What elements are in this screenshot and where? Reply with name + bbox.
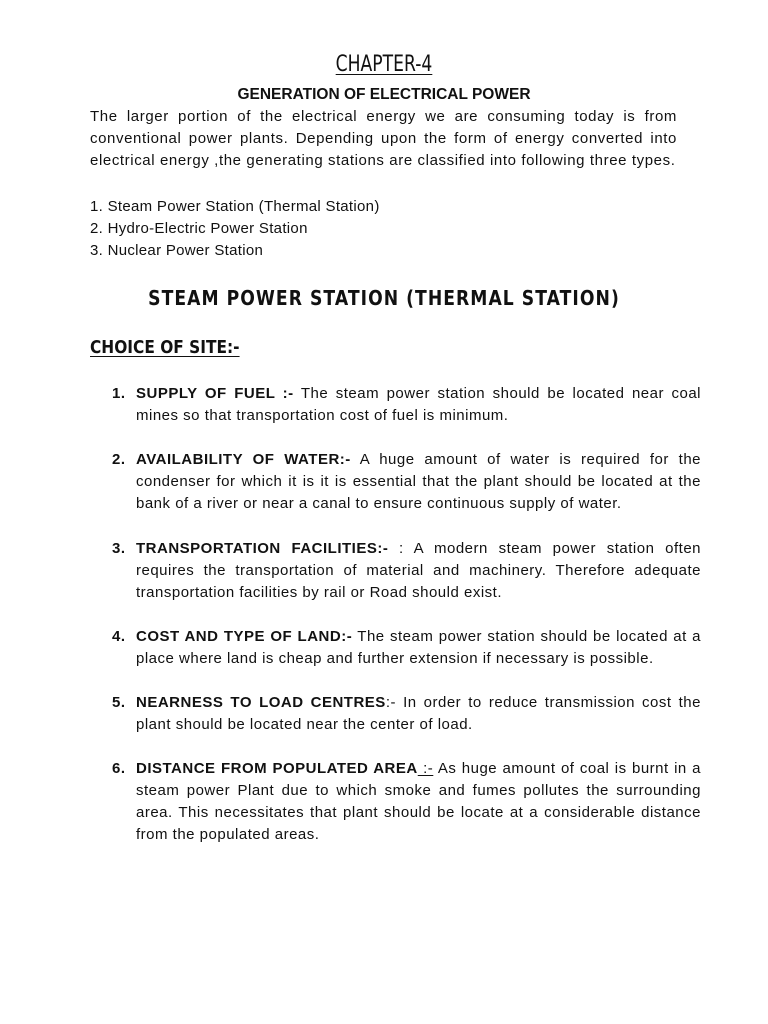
factor-number: 4. xyxy=(112,628,126,645)
intro-paragraph: The larger portion of the electrical energy we are consuming today is from conventional power plants. Depending upon the form of energy converted into electrical energy ,the generating stations are classified into following three types. xyxy=(90,108,677,169)
factor-term: TRANSPORTATION FACILITIES:- xyxy=(136,540,389,557)
chapter-title-text: CHAPTER-4 xyxy=(335,52,433,77)
factor-term: NEARNESS TO LOAD CENTRES xyxy=(136,694,386,711)
factor-availability-of-water xyxy=(112,449,701,515)
factor-text: : A modern steam power station often requires the transportation of material and machinery. Therefore adequate transportation facilities by rail or Road should exist. xyxy=(136,540,702,601)
factor-number: 6. xyxy=(112,760,126,777)
factor-nearness-to-load-centres xyxy=(112,692,701,736)
chapter-title xyxy=(84,52,683,77)
factor-number: 1. xyxy=(112,385,126,402)
factor-text: :- In order to reduce transmission cost the plant should be located near the center of load. xyxy=(136,694,701,733)
list-item: 1. Steam Power Station (Thermal Station) xyxy=(90,198,380,215)
factor-number: 3. xyxy=(112,540,126,557)
factor-distance-from-populated-area xyxy=(112,758,701,846)
factor-term: SUPPLY OF FUEL :- xyxy=(136,385,294,402)
steam-station-heading: STEAM POWER STATION (THERMAL STATION) xyxy=(148,286,620,310)
section-heading: GENERATION OF ELECTRICAL POWER xyxy=(237,86,531,103)
factor-transportation-facilities xyxy=(112,538,701,604)
factor-text: A huge amount of water is required for the condenser for which it is it is essential that the plant should be located at the bank of a river or near a canal to ensure continuous supply of water. xyxy=(136,451,702,512)
factor-text: As huge amount of coal is burnt in a steam power Plant due to which smoke and fumes pollutes the surrounding area. This necessitates that plant should be locate at a considerable distance from the populated areas. xyxy=(136,760,701,843)
factor-term: AVAILABILITY OF WATER:- xyxy=(136,451,351,468)
list-item: 3. Nuclear Power Station xyxy=(90,242,264,259)
factor-number: 2. xyxy=(112,451,126,468)
choice-of-site-heading: CHOICE OF SITE:- xyxy=(90,338,240,358)
factor-separator: :- xyxy=(417,760,434,777)
factor-cost-and-type-of-land xyxy=(112,626,701,670)
factor-term: COST AND TYPE OF LAND:- xyxy=(136,628,353,645)
factor-term: DISTANCE FROM POPULATED AREA xyxy=(136,760,418,777)
factor-text: The steam power station should be located near coal mines so that transportation cost of fuel is minimum. xyxy=(136,385,701,424)
factor-supply-of-fuel xyxy=(112,383,701,427)
factor-number: 5. xyxy=(112,694,126,711)
list-item: 2. Hydro-Electric Power Station xyxy=(90,220,308,237)
station-types-list xyxy=(90,196,677,262)
factor-text: The steam power station should be located at a place where land is cheap and further extension if necessary is possible. xyxy=(136,628,701,667)
